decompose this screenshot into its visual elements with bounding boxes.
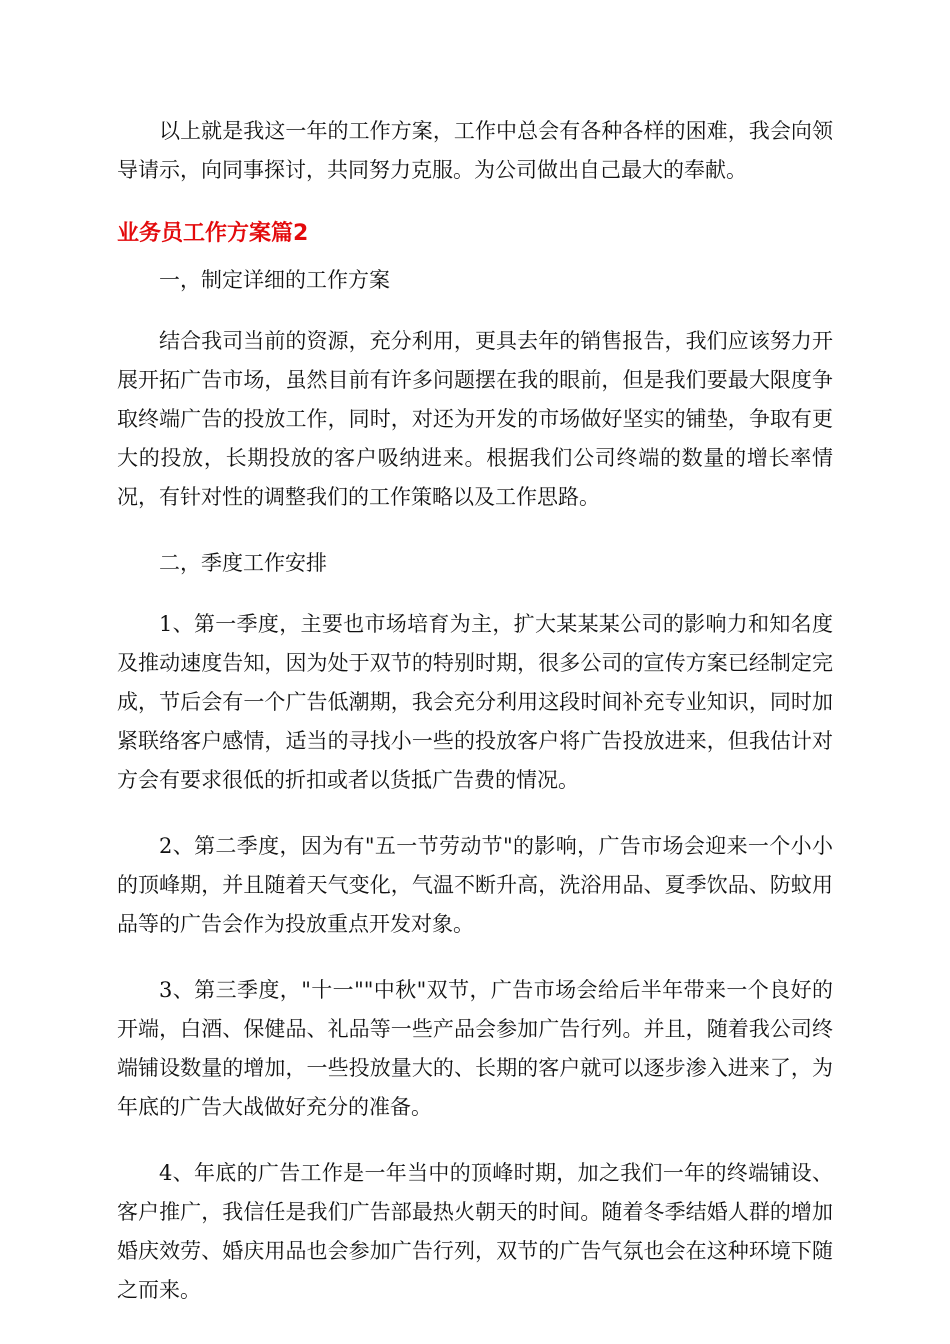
quarter-2-item: 2、第二季度，因为有"五一节劳动节"的影响，广告市场会迎来一个小小的顶峰期，并且随着天气变化，气温不断升高，洗浴用品、夏季饮品、防蚊用品等的广告会作为投放重点开发对象。 — [117, 834, 833, 936]
quarter-1-item: 1、第一季度，主要也市场培育为主，扩大某某某公司的影响力和知名度及推动速度告知，因为处于双节的特别时期，很多公司的宣传方案已经制定完成，节后会有一个广告低潮期，我会充分利用这段时间补充专业知识，同时加紧联络客户感情，适当的寻找小一些的投放客户将广告投放进来，但我估计对方会有要求很低的折扣或者以货抵广告费的情况。 — [117, 612, 833, 792]
year-end-item: 4、年底的广告工作是一年当中的顶峰时期，加之我们一年的终端铺设、客户推广，我信任是我们广告部最热火朝天的时间。随着冬季结婚人群的增加婚庆效劳、婚庆用品也会参加广告行列，双节的广告气氛也会在这种环境下随之而来。 — [117, 1161, 833, 1302]
document-page — [117, 112, 833, 1337]
subheading-work-plan: 一，制定详细的工作方案 — [159, 268, 390, 292]
section-title: 业务员工作方案篇2 — [117, 221, 309, 246]
intro-paragraph: 以上就是我这一年的工作方案，工作中总会有各种各样的困难，我会向领导请示，向同事探讨，共同努力克服。为公司做出自己最大的奉献。 — [117, 119, 833, 182]
work-plan-paragraph: 结合我司当前的资源，充分利用，更具去年的销售报告，我们应该努力开展开拓广告市场，虽然目前有许多问题摆在我的眼前，但是我们要最大限度争取终端广告的投放工作，同时，对还为开发的市场做好坚实的铺垫，争取有更大的投放，长期投放的客户吸纳进来。根据我们公司终端的数量的增长率情况，有针对性的调整我们的工作策略以及工作思路。 — [117, 329, 833, 509]
subheading-quarterly-schedule: 二，季度工作安排 — [159, 551, 327, 575]
quarter-3-item: 3、第三季度，"十一""中秋"双节，广告市场会给后半年带来一个良好的开端，白酒、保健品、礼品等一些产品会参加广告行列。并且，随着我公司终端铺设数量的增加，一些投放量大的、长期的客户就可以逐步渗入进来了，为年底的广告大战做好充分的准备。 — [117, 978, 833, 1119]
